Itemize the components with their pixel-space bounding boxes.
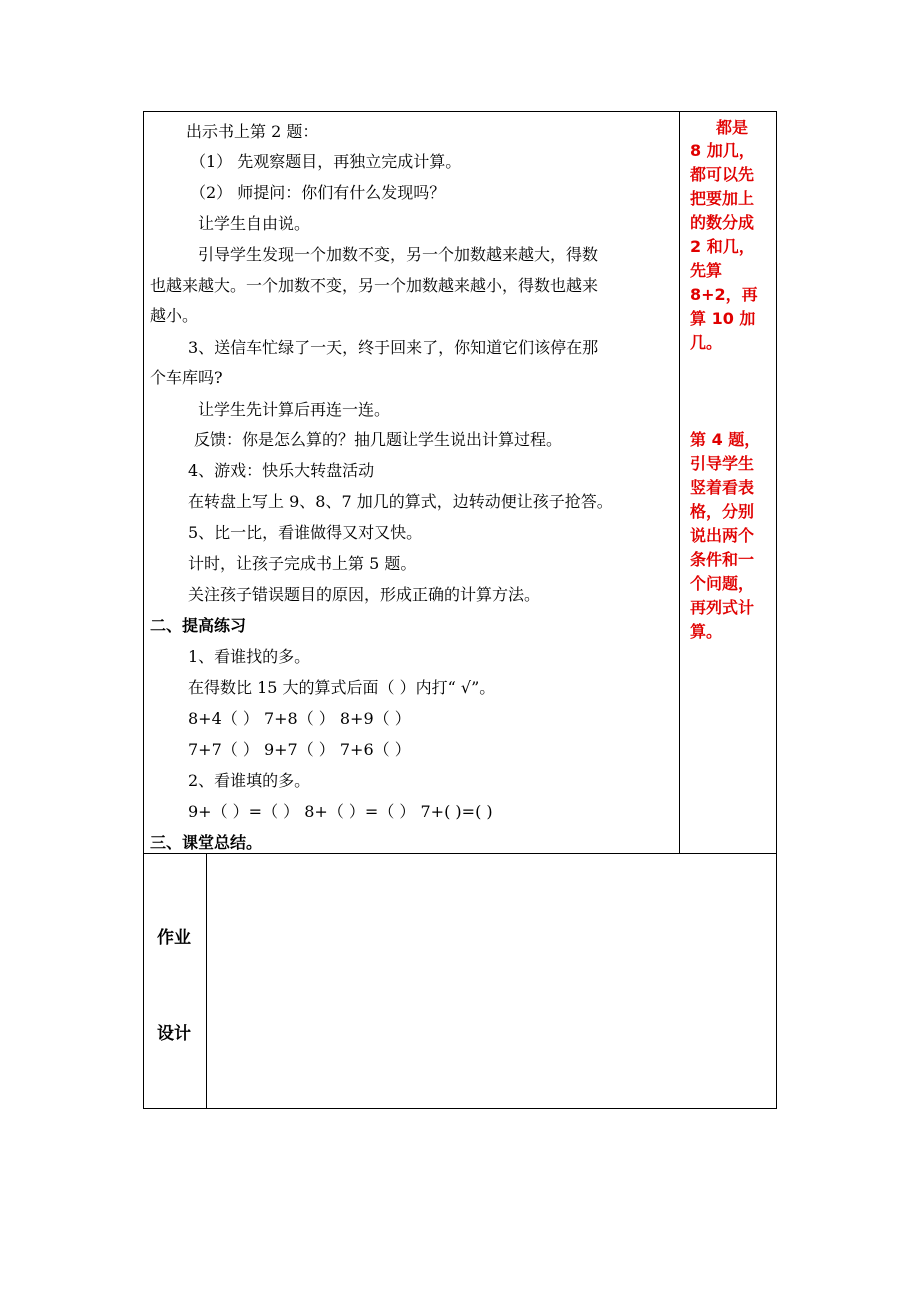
text-line-19: 在得数比 15 大的算式后面（ ）内打“ √”。 — [188, 678, 496, 697]
text-line-3: （2） 师提问：你们有什么发现吗？ — [190, 183, 446, 202]
margin-note-2-line: 引导学生 — [690, 454, 755, 473]
section-heading-practice: 二、提高练习 — [150, 616, 247, 635]
margin-note-2: 第 4 题， — [690, 430, 761, 449]
text-line-1: 出示书上第 2 题： — [186, 122, 319, 141]
margin-note-2-line: 说出两个 — [690, 526, 755, 545]
margin-note-1: 都是 — [716, 118, 749, 137]
margin-note-2-line: 条件和一 — [690, 550, 755, 569]
text-line-14: 5、比一比，看谁做得又对又快。 — [188, 523, 423, 542]
exercise-row-2: 7+7（ ） 9+7（ ） 7+6（ ） — [188, 740, 411, 759]
margin-note-1-line: 2 和几， — [690, 237, 755, 256]
text-line-11: 反馈：你是怎么算的？抽几题让学生说出计算过程。 — [194, 430, 563, 449]
text-line-16: 关注孩子错误题目的原因，形成正确的计算方法。 — [188, 585, 541, 604]
column-divider-notes — [679, 111, 680, 854]
text-line-12: 4、游戏：快乐大转盘活动 — [188, 461, 375, 480]
homework-label-top: 作业 — [157, 928, 191, 948]
text-line-2: （1） 先观察题目，再独立完成计算。 — [190, 152, 462, 171]
text-line-9: 个车库吗? — [150, 368, 223, 387]
margin-note-1-line: 先算 — [690, 261, 723, 280]
text-line-4: 让学生自由说。 — [198, 214, 311, 233]
margin-note-2-line: 竖着看表 — [690, 478, 755, 497]
homework-label-bottom: 设计 — [157, 1024, 191, 1044]
text-line-22: 2、看谁填的多。 — [188, 771, 311, 790]
margin-note-2-line: 算。 — [690, 622, 723, 641]
margin-note-1-line: 的数分成 — [690, 213, 755, 232]
margin-note-1-line: 几。 — [690, 333, 723, 352]
text-line-10: 让学生先计算后再连一连。 — [198, 400, 391, 419]
homework-content-area[interactable] — [207, 854, 776, 1108]
fill-in-row: 9+（ ）=（ ） 8+（ ）=（ ） 7+( )=( ) — [188, 802, 493, 821]
margin-note-2-line: 格，分别 — [690, 502, 755, 521]
margin-note-1-line: 8+2，再 — [690, 285, 758, 304]
text-line-7: 越小。 — [150, 306, 199, 325]
text-line-8: 3、送信车忙绿了一天，终于回来了，你知道它们该停在那 — [188, 338, 599, 357]
text-line-6: 也越来越大。一个加数不变，另一个加数越来越小，得数也越来 — [150, 276, 599, 295]
exercise-row-1: 8+4（ ） 7+8（ ） 8+9（ ） — [188, 709, 411, 728]
text-line-5: 引导学生发现一个加数不变，另一个加数越来越大，得数 — [198, 245, 599, 264]
margin-note-1-line: 都可以先 — [690, 165, 755, 184]
margin-note-1-line: 8 加几， — [690, 141, 755, 160]
text-line-13: 在转盘上写上 9、8、7 加几的算式，边转动便让孩子抢答。 — [188, 492, 613, 511]
margin-note-1-line: 把要加上 — [690, 189, 755, 208]
text-line-15: 计时，让孩子完成书上第 5 题。 — [188, 554, 417, 573]
margin-note-1-line: 算 10 加 — [690, 309, 756, 328]
text-line-18: 1、看谁找的多。 — [188, 647, 311, 666]
section-heading-summary: 三、课堂总结。 — [150, 833, 263, 852]
margin-note-2-line: 再列式计 — [690, 598, 755, 617]
margin-note-2-line: 个问题， — [690, 574, 755, 593]
